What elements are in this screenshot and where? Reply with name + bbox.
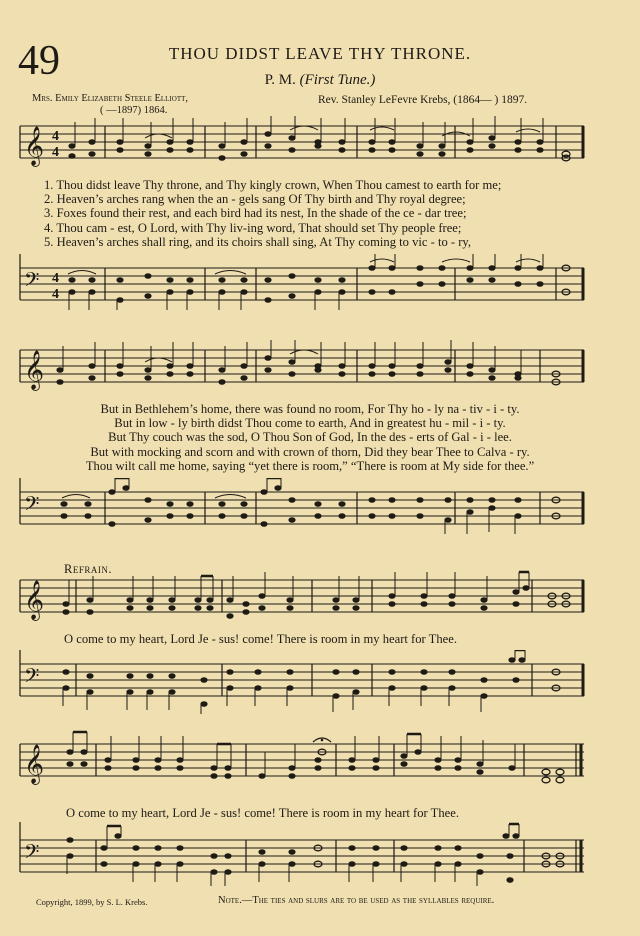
svg-text:𝄞: 𝄞 bbox=[24, 744, 45, 784]
verse-5-line-2: Thou wilt call me home, saying “yet there is room,” “There is room at My side for thee.” bbox=[85, 458, 535, 473]
meter: P. M. bbox=[264, 72, 296, 88]
hymn-title: THOU DIDST LEAVE THY THRONE. bbox=[168, 44, 472, 63]
svg-text:𝄢: 𝄢 bbox=[24, 268, 40, 296]
verse-1-line-2: But in Bethlehem’s home, there was found no room, For Thy ho - ly na - tiv - i - ty. bbox=[100, 402, 520, 416]
refrain2-treble-staff bbox=[0, 730, 640, 792]
hymn-number: 49 bbox=[18, 38, 60, 84]
svg-text:𝄢: 𝄢 bbox=[24, 840, 40, 868]
verses-second-half bbox=[30, 402, 590, 473]
verses-first-half bbox=[44, 178, 501, 249]
svg-text:4: 4 bbox=[52, 145, 59, 160]
verse-3-line-1: 3. Foxes found their rest, and each bird had its nest, In the shade of the ce - dar tree; bbox=[44, 206, 467, 221]
system2-bass-staff bbox=[0, 478, 640, 534]
svg-text:𝄞: 𝄞 bbox=[24, 126, 45, 166]
svg-text:𝄞: 𝄞 bbox=[24, 350, 45, 390]
system1-treble-staff bbox=[0, 116, 640, 178]
refrain2-bass-staff bbox=[0, 822, 640, 886]
svg-text:4: 4 bbox=[52, 129, 59, 144]
meter-line bbox=[0, 72, 640, 89]
refrain1-treble-staff bbox=[0, 570, 640, 626]
refrain-label: Refrain. bbox=[64, 562, 112, 576]
refrain-lyric-1: O come to my heart, Lord Je - sus! come! There is room in my heart for Thee. bbox=[64, 632, 457, 646]
system2-treble-staff bbox=[0, 340, 640, 402]
refrain1-bass-staff bbox=[0, 650, 640, 714]
tune-note: (First Tune.) bbox=[299, 72, 376, 88]
system1-bass-staff bbox=[0, 254, 640, 310]
author-credit bbox=[32, 93, 188, 117]
refrain-lyric-2: O come to my heart, Lord Je - sus! come! There is room in my heart for Thee. bbox=[66, 806, 459, 820]
verse-5-line-1: 5. Heaven’s arches shall ring, and its choirs shall sing, At Thy coming to vic - to - ry, bbox=[44, 234, 472, 249]
verse-4-line-2: But with mocking and scorn and with crown of thorn, Did they bear Thee to Calva - ry. bbox=[90, 444, 530, 459]
svg-text:4: 4 bbox=[52, 287, 59, 302]
verse-4-line-1: 4. Thou cam - est, O Lord, with Thy liv-ing word, That should set Thy people free; bbox=[44, 220, 462, 235]
verse-1-line-1: 1. Thou didst leave Thy throne, and Thy kingly crown, When Thou camest to earth for me; bbox=[44, 178, 502, 192]
author-name: Mrs. Emily Elizabeth Steele Elliott, bbox=[32, 93, 188, 104]
verse-2-line-2: But in low - ly birth didst Thou come to earth, And in greatest hu - mil - i - ty. bbox=[114, 416, 506, 431]
svg-text:𝄞: 𝄞 bbox=[24, 580, 45, 620]
svg-text:4: 4 bbox=[52, 271, 59, 286]
svg-text:𝄢: 𝄢 bbox=[24, 492, 40, 520]
footer-note: Note.—The ties and slurs are to be used as the syllables require. bbox=[218, 895, 495, 906]
verse-3-line-2: But Thy couch was the sod, O Thou Son of God, In the des - erts of Gal - i - lee. bbox=[108, 430, 512, 445]
author-dates: ( —1897) 1864. bbox=[100, 105, 168, 116]
svg-text:𝄢: 𝄢 bbox=[24, 664, 40, 692]
copyright: Copyright, 1899, by S. L. Krebs. bbox=[36, 897, 148, 907]
verse-2-line-1: 2. Heaven’s arches rang when the an - gels sang Of Thy birth and Thy royal degree; bbox=[44, 192, 466, 207]
composer-credit: Rev. Stanley LeFevre Krebs, (1864— ) 1897. bbox=[318, 94, 528, 106]
